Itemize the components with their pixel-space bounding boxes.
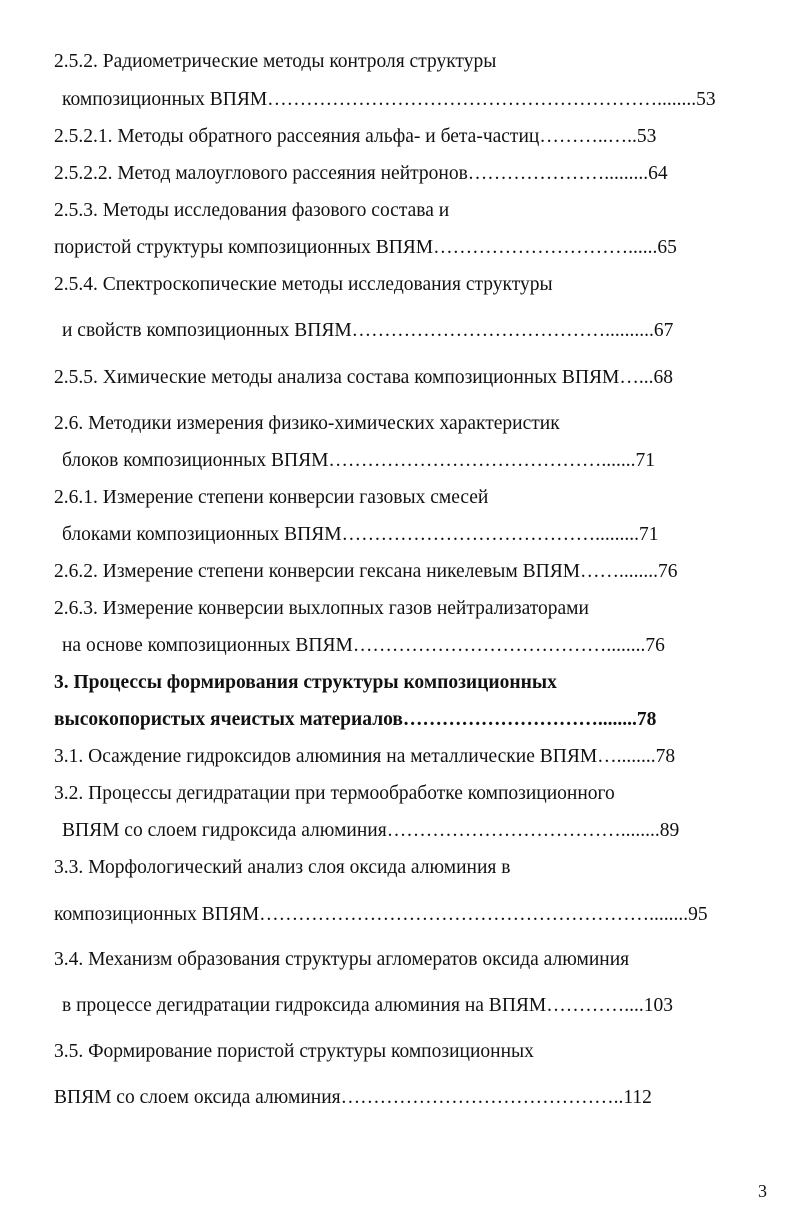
toc-line: ВПЯМ со слоем гидроксида алюминия………………………………........89 [62,820,680,841]
toc-line: 2.5.2.1. Методы обратного рассеяния альфа- и бета-частиц………..…..53 [54,126,657,147]
toc-line: 3.1. Осаждение гидроксидов алюминия на металлические ВПЯМ…........78 [54,746,676,767]
toc-line: блоков композиционных ВПЯМ…………………………………….......71 [62,450,656,471]
toc-line: 2.5.4. Спектроскопические методы исследования структуры [54,274,553,295]
toc-line: композиционных ВПЯМ……………………………………………………........53 [62,89,716,110]
toc-line: пористой структуры композиционных ВПЯМ…………………………......65 [54,237,677,258]
toc-line: 2.6. Методики измерения физико-химических характеристик [54,413,560,434]
toc-line: и свойств композиционных ВПЯМ…………………………………..........67 [62,320,674,341]
toc-line: на основе композиционных ВПЯМ…………………………………........76 [62,635,665,656]
toc-line: 3.2. Процессы дегидратации при термообработке композиционного [54,783,615,804]
toc-line: в процессе дегидратации гидроксида алюминия на ВПЯМ…………....103 [62,995,673,1016]
toc-line: 2.5.5. Химические методы анализа состава композиционных ВПЯМ…...68 [54,367,673,388]
page-number: 3 [758,1181,767,1201]
toc-line: 2.6.3. Измерение конверсии выхлопных газов нейтрализаторами [54,598,589,619]
toc-chapter-line: высокопористых ячеистых материалов…………………………........78 [54,709,657,730]
toc-line: 2.5.2.2. Метод малоуглового рассеяния нейтронов………………….........64 [54,163,668,184]
toc-line: 2.6.1. Измерение степени конверсии газовых смесей [54,487,489,508]
toc-line: 3.5. Формирование пористой структуры композиционных [54,1041,534,1062]
toc-line: 2.6.2. Измерение степени конверсии гексана никелевым ВПЯМ……........76 [54,561,678,582]
toc-line: 2.5.2. Радиометрические методы контроля структуры [54,51,497,72]
toc-chapter-line: 3. Процессы формирования структуры композиционных [54,672,557,693]
toc-line: 2.5.3. Методы исследования фазового состава и [54,200,450,221]
toc-line: 3.4. Механизм образования структуры агломератов оксида алюминия [54,949,630,970]
toc-line: 3.3. Морфологический анализ слоя оксида алюминия в [54,857,511,878]
toc-line: блоками композиционных ВПЯМ………………………………….........71 [62,524,659,545]
toc-line: композиционных ВПЯМ……………………………………………………........95 [54,904,708,925]
toc-line: ВПЯМ со слоем оксида алюминия……………………………………..112 [54,1087,652,1108]
